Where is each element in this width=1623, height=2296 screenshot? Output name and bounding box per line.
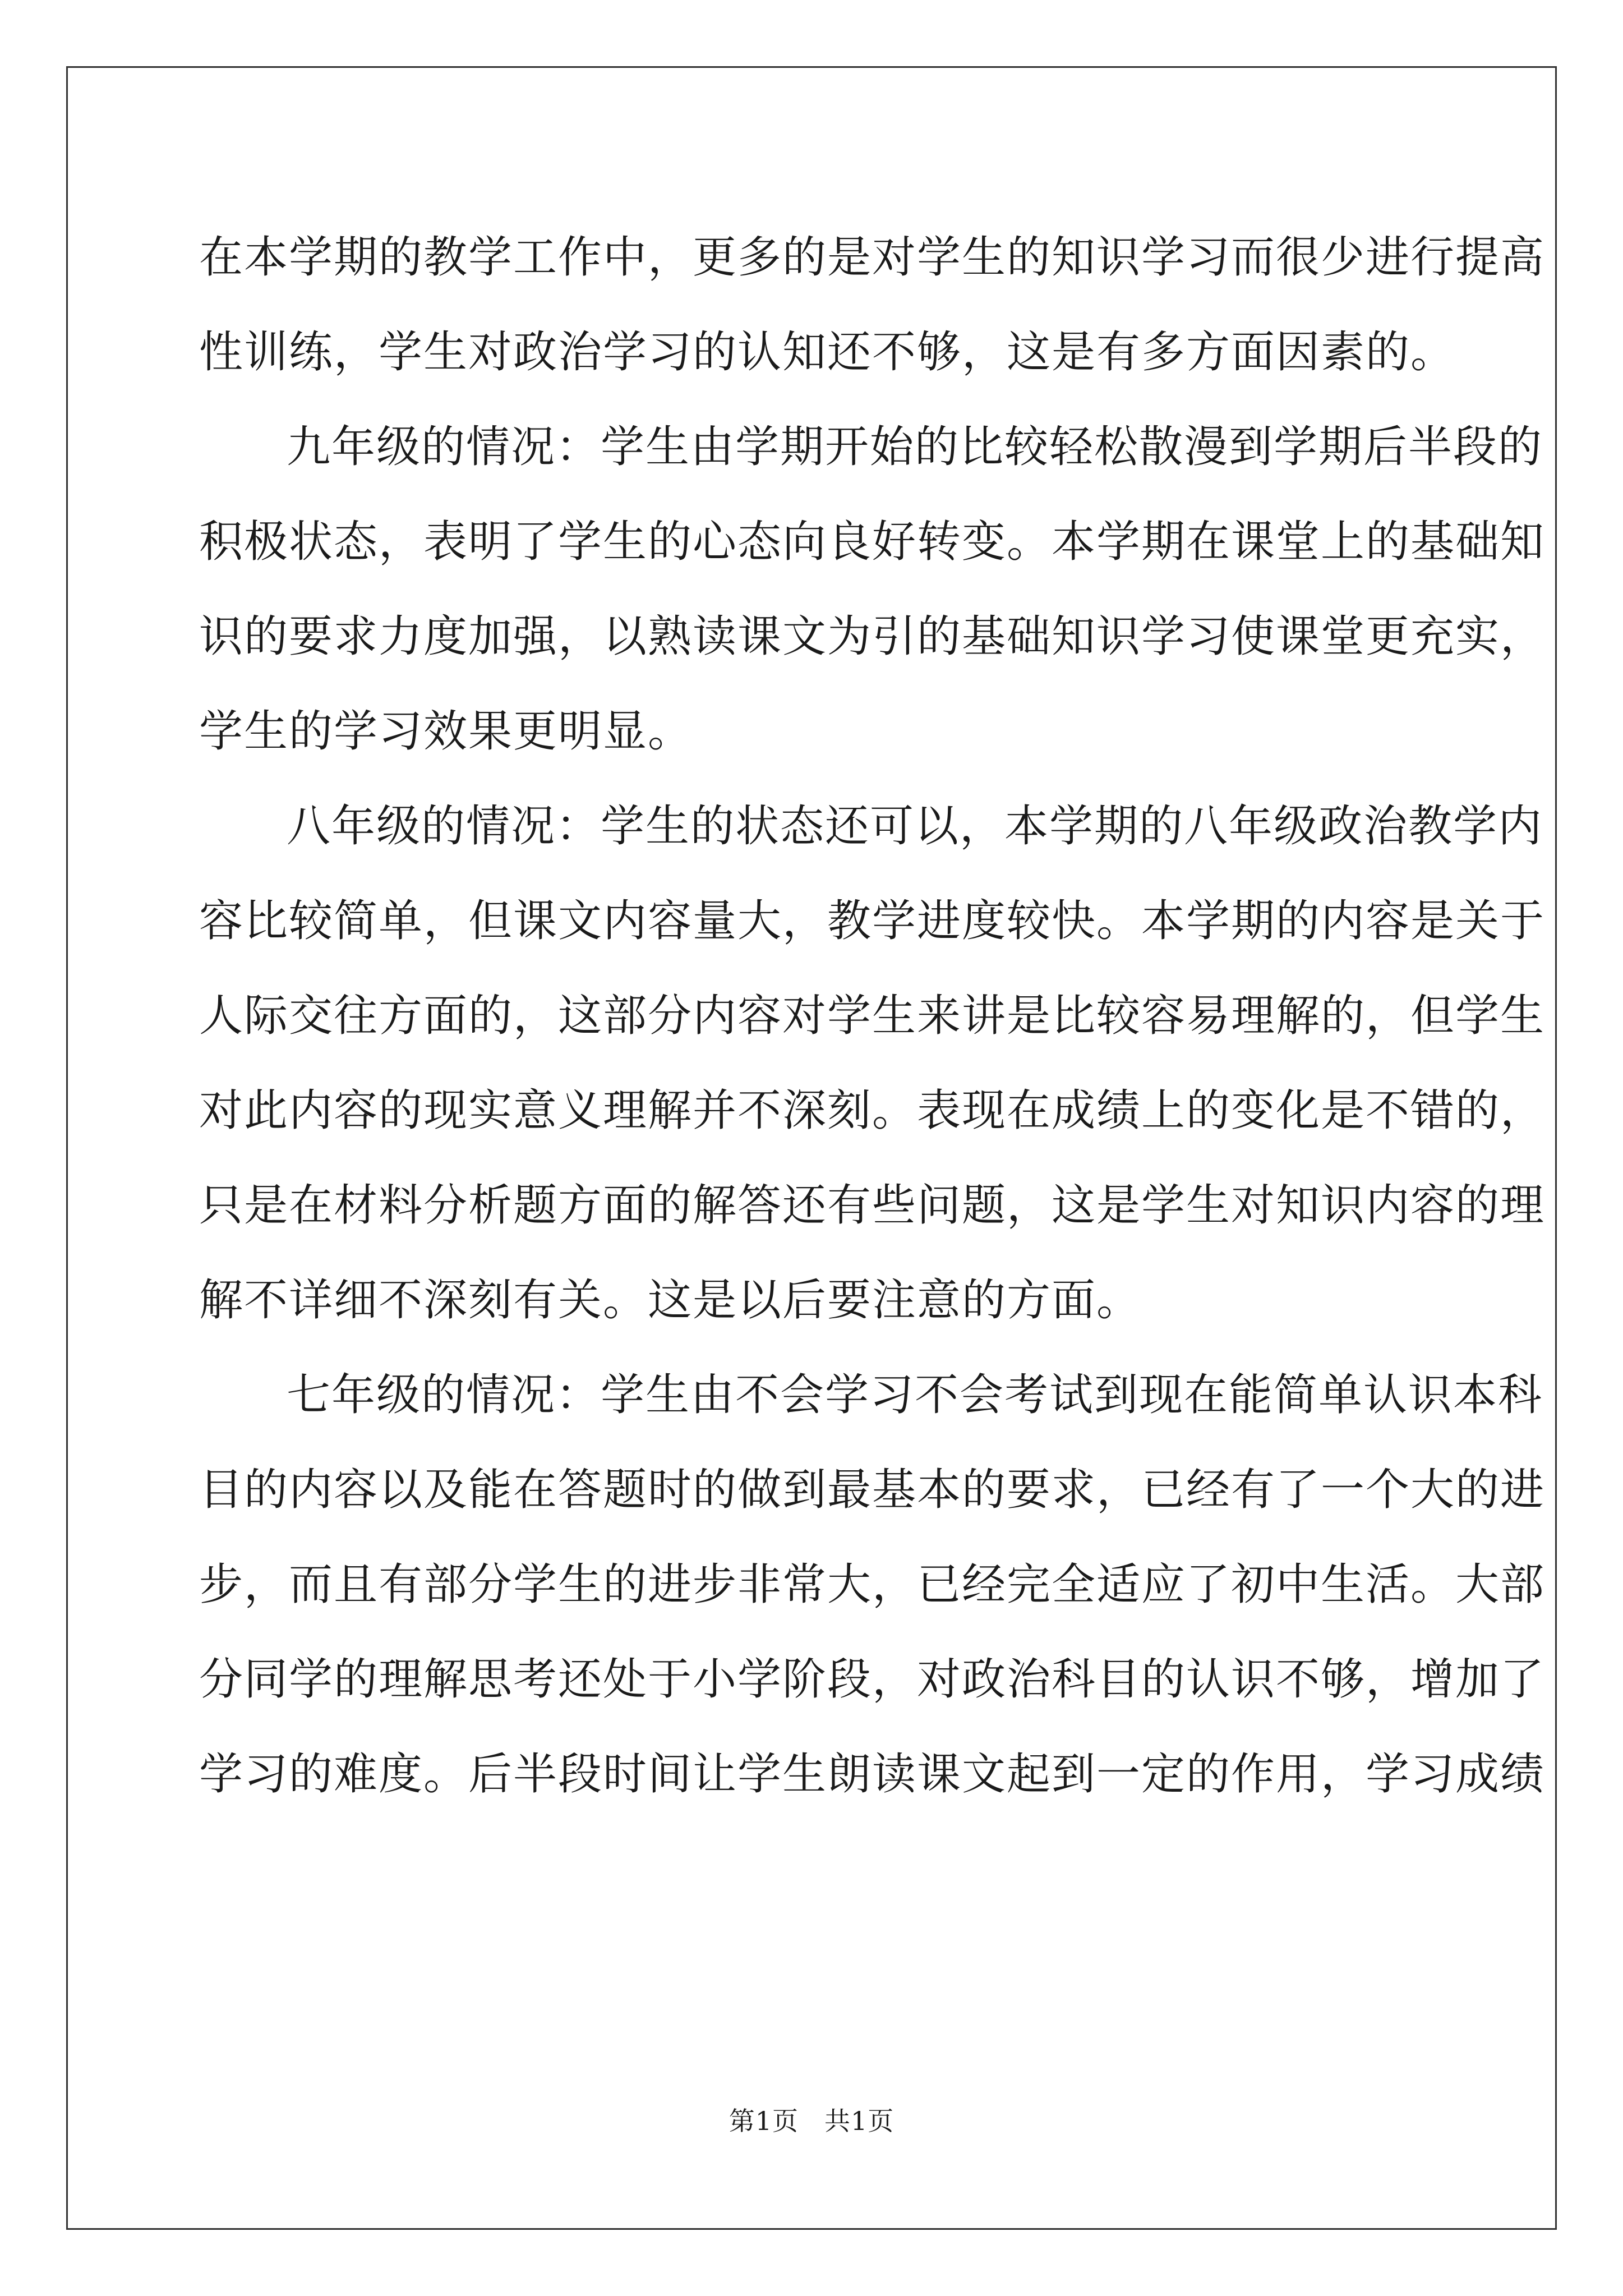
document-body xyxy=(199,210,1546,1822)
page-number-current: 第1页 xyxy=(728,2106,799,2136)
text-line: 对此内容的现实意义理解并不深刻。表现在成绩上的变化是不错的， xyxy=(199,1085,1546,1136)
text-line: 人际交往方面的，这部分内容对学生来讲是比较容易理解的，但学生 xyxy=(199,991,1546,1041)
text-line: 学生的学习效果更明显。 xyxy=(199,706,693,757)
text-line: 识的要求力度加强，以熟读课文为引的基础知识学习使课堂更充实， xyxy=(199,611,1546,662)
text-line: 解不详细不深刻有关。这是以后要注意的方面。 xyxy=(199,1275,1142,1326)
paragraph-grade-eight xyxy=(199,779,1546,1348)
text-line: 只是在材料分析题方面的解答还有些问题，这是学生对知识内容的理 xyxy=(199,1180,1546,1231)
paragraph-intro xyxy=(199,210,1546,400)
text-line: 九年级的情况：学生由学期开始的比较轻松散漫到学期后半段的 xyxy=(287,422,1543,472)
text-line: 八年级的情况：学生的状态还可以，本学期的八年级政治教学内 xyxy=(287,801,1543,852)
text-line: 步，而且有部分学生的进步非常大，已经完全适应了初中生活。大部 xyxy=(199,1559,1546,1610)
text-line: 容比较简单，但课文内容量大，教学进度较快。本学期的内容是关于 xyxy=(199,896,1546,946)
text-line: 目的内容以及能在答题时的做到最基本的要求，已经有了一个大的进 xyxy=(199,1465,1546,1515)
text-line: 在本学期的教学工作中，更多的是对学生的知识学习而很少进行提高 xyxy=(199,232,1546,283)
text-line: 七年级的情况：学生由不会学习不会考试到现在能简单认识本科 xyxy=(287,1370,1543,1420)
page-number-total: 共1页 xyxy=(824,2106,895,2136)
paragraph-grade-nine xyxy=(199,400,1546,779)
text-line: 性训练，学生对政治学习的认知还不够，这是有多方面因素的。 xyxy=(199,327,1456,378)
text-line: 分同学的理解思考还处于小学阶段，对政治科目的认识不够，增加了 xyxy=(199,1654,1546,1705)
paragraph-grade-seven xyxy=(199,1348,1546,1822)
text-line: 学习的难度。后半段时间让学生朗读课文起到一定的作用，学习成绩 xyxy=(199,1749,1546,1800)
text-line: 积极状态，表明了学生的心态向良好转变。本学期在课堂上的基础知 xyxy=(199,517,1546,567)
page-footer xyxy=(0,2101,1623,2138)
